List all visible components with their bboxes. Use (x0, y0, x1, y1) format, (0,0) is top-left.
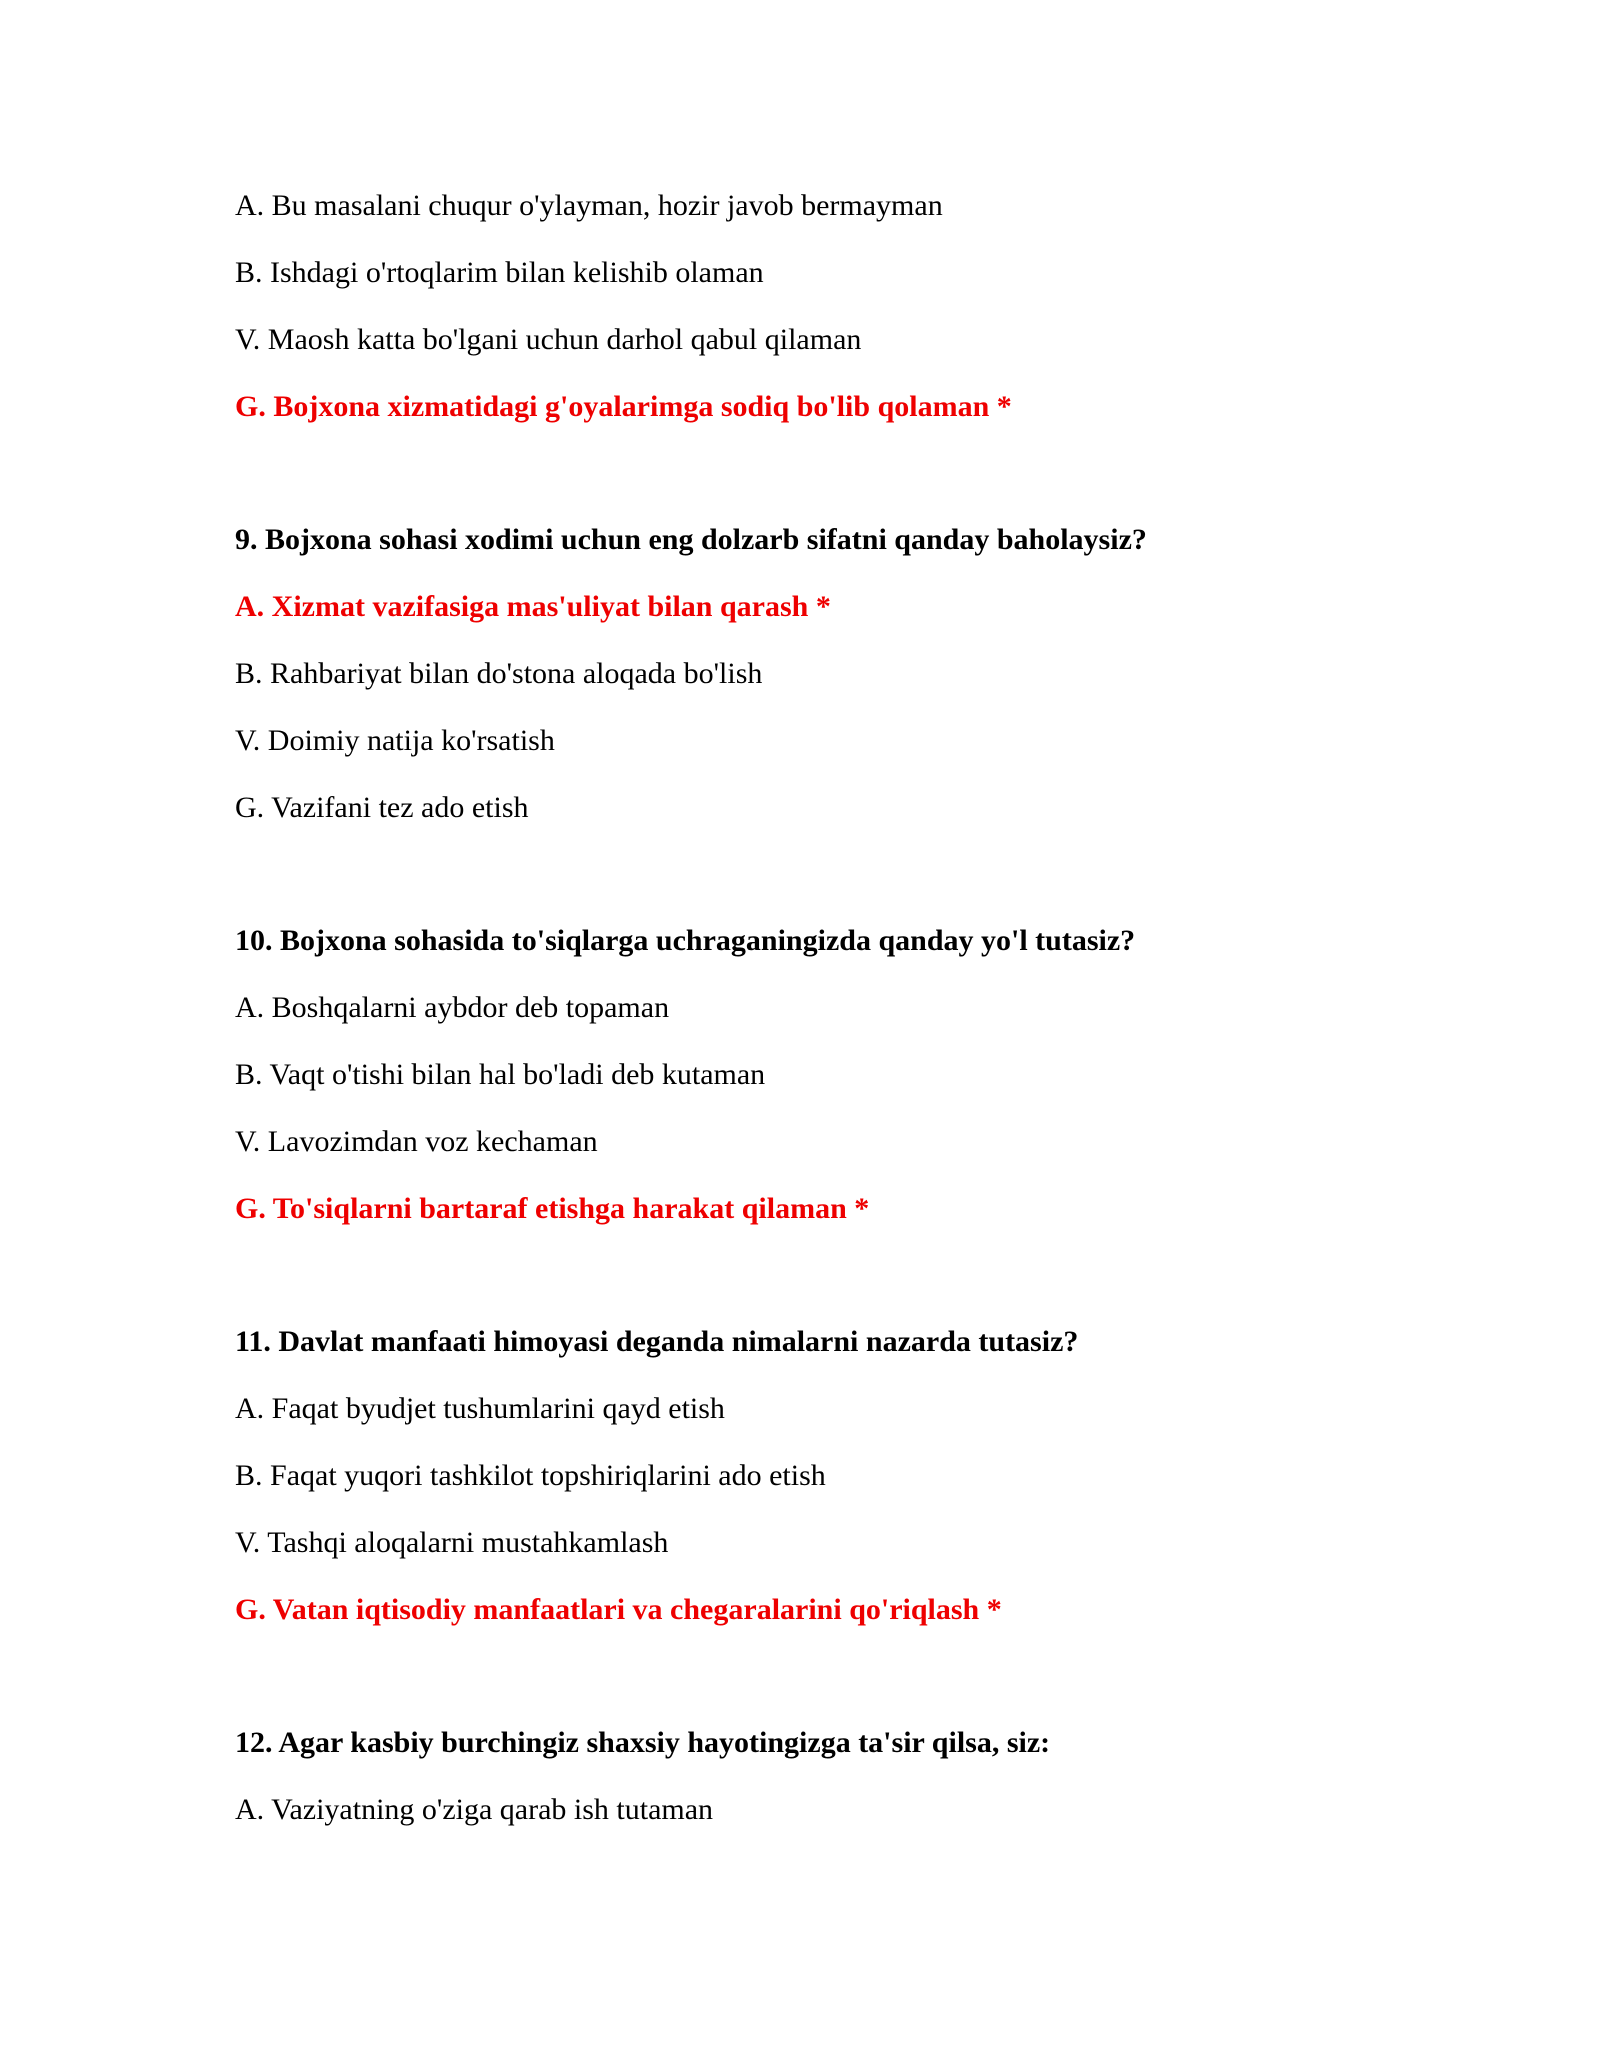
option-10-g-correct: G. To'siqlarni bartaraf etishga harakat qilaman * (235, 1192, 870, 1225)
option-11-b: B. Faqat yuqori tashkilot topshiriqlarini ado etish (235, 1459, 826, 1492)
option-8-b: B. Ishdagi o'rtoqlarim bilan kelishib olaman (235, 256, 764, 289)
option-9-v: V. Doimiy natija ko'rsatish (235, 724, 555, 757)
option-9-a-correct: A. Xizmat vazifasiga mas'uliyat bilan qarash * (235, 590, 831, 623)
question-11: 11. Davlat manfaati himoyasi deganda nimalarni nazarda tutasiz? (235, 1325, 1079, 1358)
document-page (235, 0, 1485, 2070)
option-11-v: V. Tashqi aloqalarni mustahkamlash (235, 1526, 669, 1559)
option-8-v: V. Maosh katta bo'lgani uchun darhol qabul qilaman (235, 323, 862, 356)
option-9-b: B. Rahbariyat bilan do'stona aloqada bo'lish (235, 657, 763, 690)
option-8-g-correct: G. Bojxona xizmatidagi g'oyalarimga sodiq bo'lib qolaman * (235, 390, 1012, 423)
option-9-g: G. Vazifani tez ado etish (235, 791, 529, 824)
option-11-g-correct: G. Vatan iqtisodiy manfaatlari va chegaralarini qo'riqlash * (235, 1593, 1002, 1626)
option-10-v: V. Lavozimdan voz kechaman (235, 1125, 598, 1158)
option-10-a: A. Boshqalarni aybdor deb topaman (235, 991, 670, 1024)
option-8-a: A. Bu masalani chuqur o'ylayman, hozir javob bermayman (235, 189, 943, 222)
question-12: 12. Agar kasbiy burchingiz shaxsiy hayotingizga ta'sir qilsa, siz: (235, 1726, 1051, 1759)
option-11-a: A. Faqat byudjet tushumlarini qayd etish (235, 1392, 725, 1425)
question-9: 9. Bojxona sohasi xodimi uchun eng dolzarb sifatni qanday baholaysiz? (235, 523, 1147, 556)
option-10-b: B. Vaqt o'tishi bilan hal bo'ladi deb kutaman (235, 1058, 766, 1091)
option-12-a: A. Vaziyatning o'ziga qarab ish tutaman (235, 1793, 714, 1826)
question-10: 10. Bojxona sohasida to'siqlarga uchraganingizda qanday yo'l tutasiz? (235, 924, 1136, 957)
